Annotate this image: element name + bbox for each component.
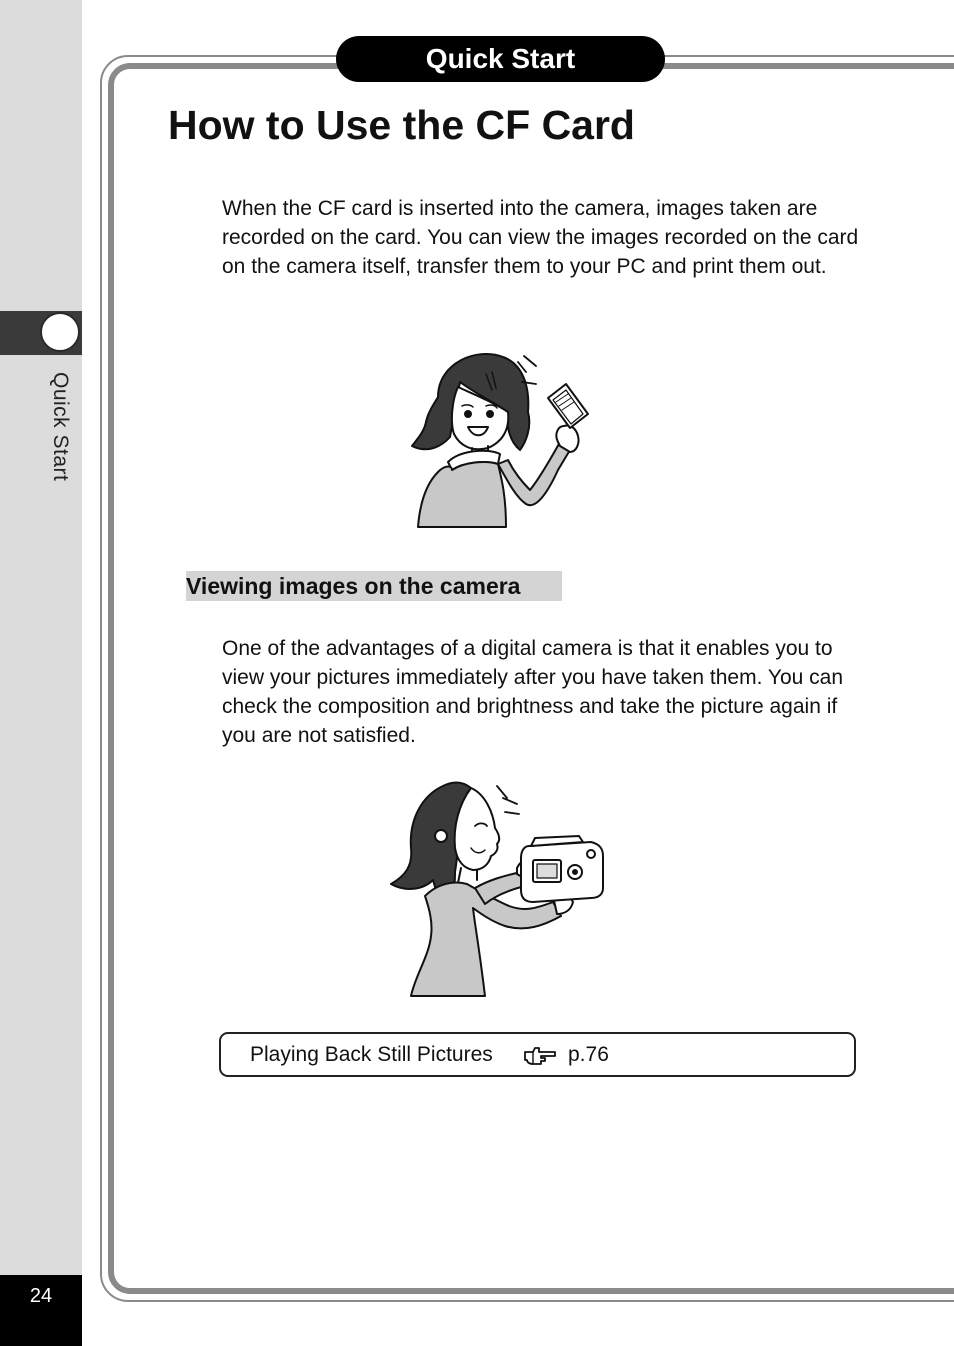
intro-paragraph: When the CF card is inserted into the camera, images taken are recorded on the card. You can view the images recorded on the card on the camera itself, transfer them to your PC and print them out. <box>222 197 859 278</box>
page-title: How to Use the CF Card <box>168 102 635 148</box>
section-header: Quick Start <box>336 36 665 82</box>
side-tab-marker <box>40 312 80 352</box>
reference-page-link[interactable]: p.76 <box>568 1043 609 1066</box>
section-paragraph: One of the advantages of a digital camera is that it enables you to view your pictures immediately after you have taken them. You can check the composition and brightness and take the picture again if you are not satisfied. <box>222 637 843 747</box>
page-number: 24 <box>29 1285 53 1307</box>
section-heading: Viewing images on the camera <box>186 571 562 601</box>
woman-viewing-camera-illustration <box>385 776 615 998</box>
side-strip <box>0 0 82 1346</box>
reference-text: Playing Back Still Pictures <box>250 1043 493 1066</box>
woman-holding-card-illustration <box>398 342 598 530</box>
pointing-hand-icon <box>523 1044 557 1066</box>
side-tab-label: Quick Start <box>49 372 72 482</box>
reference-box <box>219 1032 856 1077</box>
